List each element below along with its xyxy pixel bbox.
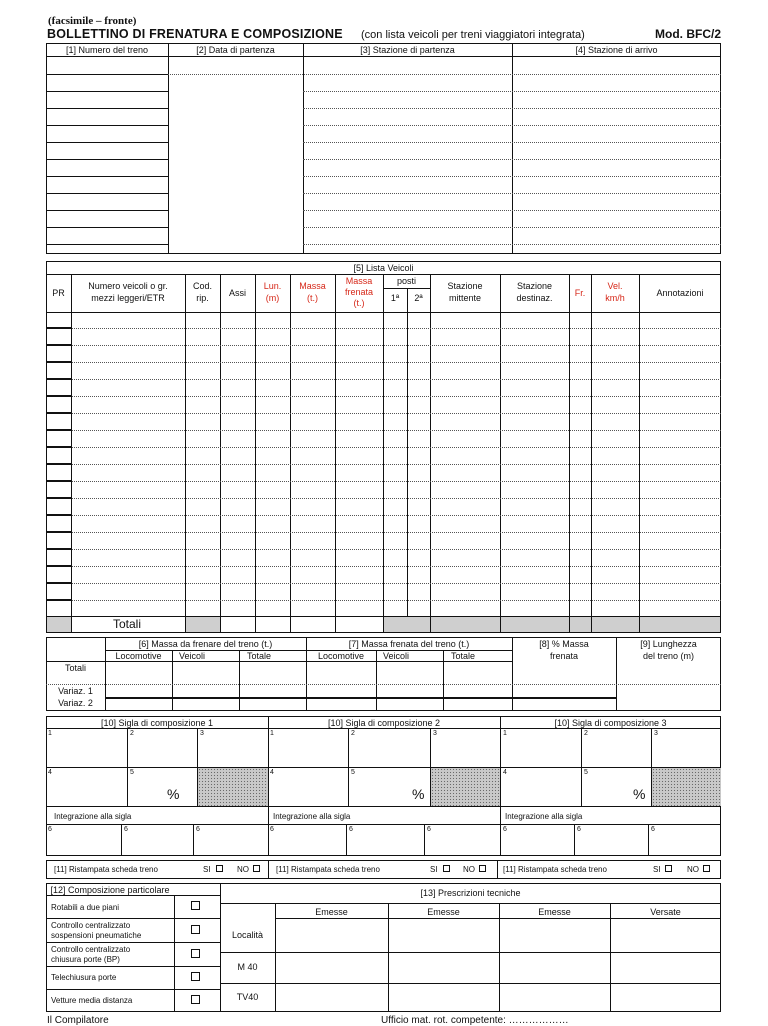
reprint-label-2: [11] Ristampata scheda treno — [276, 865, 380, 874]
reprint-si-checkbox-2[interactable] — [443, 865, 450, 872]
percent-sign-2: % — [412, 786, 425, 802]
cell-number: 6 — [124, 826, 128, 833]
medium-distance-label: Vetture media distanza — [51, 996, 133, 1005]
reprint-si-label-1: SI — [203, 865, 211, 874]
cell-number: 2 — [351, 730, 355, 737]
col-massa-l2: (t.) — [307, 293, 318, 303]
percent-sign-3: % — [633, 786, 646, 802]
col-lun-l1: Lun. — [263, 281, 282, 291]
train-number-header: [1] Numero del treno — [65, 45, 149, 55]
cell-number: 2 — [584, 730, 588, 737]
door-control-label-l1: Controllo centralizzato — [51, 945, 131, 954]
col-cod-l1: Cod. — [192, 281, 212, 291]
col-posti-1: 1ª — [390, 293, 400, 303]
totale-header-7: Totale — [450, 651, 476, 661]
technical-prescriptions-title: [13] Prescrizioni tecniche — [420, 888, 521, 898]
braked-mass-header: [7] Massa frenata del treno (t.) — [348, 639, 470, 649]
col-assi: Assi — [228, 288, 246, 298]
integration-label-1: Integrazione alla sigla — [54, 812, 132, 821]
col-vehicle-number-l1: Numero veicoli o gr. — [88, 281, 168, 291]
special-composition-title: [12] Composizione particolare — [50, 885, 170, 895]
compiler-signature-label: Il Compilatore — [47, 1015, 109, 1026]
col-pr: PR — [52, 288, 65, 298]
col-vehicle-number-l2: mezzi leggeri/ETR — [91, 293, 165, 303]
col-posti-2: 2ª — [414, 293, 423, 303]
reprint-label-1: [11] Ristampata scheda treno — [54, 865, 158, 874]
percent-braked-mass-header-l2: frenata — [549, 651, 579, 661]
reprint-no-checkbox-1[interactable] — [253, 865, 260, 872]
arrival-station-header: [4] Stazione di arrivo — [575, 45, 658, 55]
reprint-no-label-2: NO — [463, 865, 475, 874]
cell-number: 5 — [351, 769, 355, 776]
medium-distance-checkbox[interactable] — [191, 995, 200, 1004]
emesse-header-2: Emesse — [427, 907, 460, 917]
cell-number: 6 — [270, 826, 274, 833]
composition-code-2-header: [10] Sigla di composizione 2 — [327, 718, 441, 728]
col-destinaz-l1: Stazione — [516, 281, 553, 291]
col-posti: posti — [396, 276, 416, 286]
m40-label: M 40 — [237, 962, 258, 972]
cell-number: 6 — [349, 826, 353, 833]
cell-number: 6 — [651, 826, 655, 833]
veicoli-header-7: Veicoli — [382, 651, 409, 661]
integration-label-2: Integrazione alla sigla — [273, 812, 351, 821]
cell-number: 2 — [130, 730, 134, 737]
cell-number: 1 — [48, 730, 52, 737]
cell-number: 4 — [503, 769, 507, 776]
cell-number: 5 — [130, 769, 134, 776]
cell-number: 1 — [503, 730, 507, 737]
cell-number: 1 — [270, 730, 274, 737]
rolling-stock-office-label: Ufficio mat. rot. competente: ……………… — [381, 1015, 569, 1026]
cell-number: 4 — [270, 769, 274, 776]
composition-code-3-header: [10] Sigla di composizione 3 — [554, 718, 667, 728]
cell-number: 3 — [654, 730, 658, 737]
pneumatic-suspension-checkbox[interactable] — [191, 925, 200, 934]
loco-header-7: Locomotive — [317, 651, 365, 661]
emesse-header-3: Emesse — [538, 907, 571, 917]
col-massa-frenata-l1: Massa — [345, 276, 373, 286]
totals-row-label: Totali — [64, 663, 86, 673]
double-deck-checkbox[interactable] — [191, 901, 200, 910]
cell-number: 6 — [503, 826, 507, 833]
reprint-label-3: [11] Ristampata scheda treno — [503, 865, 607, 874]
remote-door-checkbox[interactable] — [191, 972, 200, 981]
hatched-cell-3 — [652, 768, 721, 806]
integration-label-3: Integrazione alla sigla — [505, 812, 583, 821]
variation-1-label: Variaz. 1 — [58, 686, 93, 696]
vehicle-list-title: [5] Lista Veicoli — [353, 263, 414, 273]
col-vel-l2: km/h — [605, 293, 625, 303]
col-massa-l1: Massa — [299, 281, 326, 291]
vehicle-list-totals-label: Totali — [113, 617, 142, 631]
localita-label: Località — [231, 930, 264, 940]
cell-number: 6 — [577, 826, 581, 833]
composition-code-1-header: [10] Sigla di composizione 1 — [100, 718, 214, 728]
remote-door-label: Telechiusura porte — [51, 973, 117, 982]
emesse-header-1: Emesse — [315, 907, 348, 917]
hatched-cell-2 — [431, 768, 500, 806]
cell-number: 6 — [427, 826, 431, 833]
col-cod-l2: rip. — [196, 293, 209, 303]
reprint-no-label-1: NO — [237, 865, 249, 874]
cell-number: 3 — [433, 730, 437, 737]
col-mittente-l2: mittente — [448, 293, 481, 303]
cell-number: 6 — [196, 826, 200, 833]
facsimile-note: (facsimile – fronte) — [48, 15, 137, 27]
col-lun-l2: (m) — [265, 293, 280, 303]
reprint-si-label-2: SI — [430, 865, 438, 874]
col-fr: Fr. — [574, 288, 586, 298]
mass-to-brake-header: [6] Massa da frenare del treno (t.) — [138, 639, 273, 649]
page-subtitle: (con lista veicoli per treni viaggiatori integrata) — [361, 29, 585, 41]
loco-header-6: Locomotive — [115, 651, 162, 661]
departure-date-header: [2] Data di partenza — [196, 45, 275, 55]
col-vel-l1: Vel. — [607, 281, 623, 291]
col-massa-frenata-l3: (t.) — [353, 298, 365, 308]
cell-number: 5 — [584, 769, 588, 776]
departure-station-header: [3] Stazione di partenza — [360, 45, 455, 55]
veicoli-header-6: Veicoli — [178, 651, 205, 661]
door-control-checkbox[interactable] — [191, 949, 200, 958]
double-deck-label: Rotabili a due piani — [51, 903, 120, 912]
train-length-header-l1: [9] Lunghezza — [640, 639, 697, 649]
pneumatic-suspension-label-l1: Controllo centralizzato — [51, 921, 131, 930]
door-control-label-l2: chiusura porte (BP) — [51, 955, 120, 964]
reprint-si-label-3: SI — [653, 865, 661, 874]
col-destinaz-l2: destinaz. — [516, 293, 553, 303]
cell-number: 3 — [200, 730, 204, 737]
cell-number: 4 — [48, 769, 52, 776]
versate-header: Versate — [650, 907, 681, 917]
percent-sign-1: % — [167, 786, 180, 802]
totale-header-6: Totale — [246, 651, 272, 661]
reprint-si-checkbox-3[interactable] — [665, 865, 672, 872]
col-annotazioni: Annotazioni — [656, 288, 704, 298]
pneumatic-suspension-label-l2: sospensioni pneumatiche — [51, 931, 142, 940]
train-length-header-l2: del treno (m) — [642, 651, 695, 661]
reprint-no-checkbox-2[interactable] — [479, 865, 486, 872]
hatched-cell-1 — [198, 768, 268, 806]
variation-2-label: Variaz. 2 — [58, 698, 93, 708]
reprint-no-checkbox-3[interactable] — [703, 865, 710, 872]
cell-number: 6 — [48, 826, 52, 833]
col-mittente-l1: Stazione — [447, 281, 483, 291]
page-title: BOLLETTINO DI FRENATURA E COMPOSIZIONE — [47, 27, 343, 41]
model-code: Mod. BFC/2 — [655, 27, 721, 41]
reprint-no-label-3: NO — [687, 865, 699, 874]
percent-braked-mass-header-l1: [8] % Massa — [539, 639, 589, 649]
reprint-si-checkbox-1[interactable] — [216, 865, 223, 872]
col-massa-frenata-l2: frenata — [344, 287, 374, 297]
tv40-label: TV40 — [236, 992, 259, 1002]
